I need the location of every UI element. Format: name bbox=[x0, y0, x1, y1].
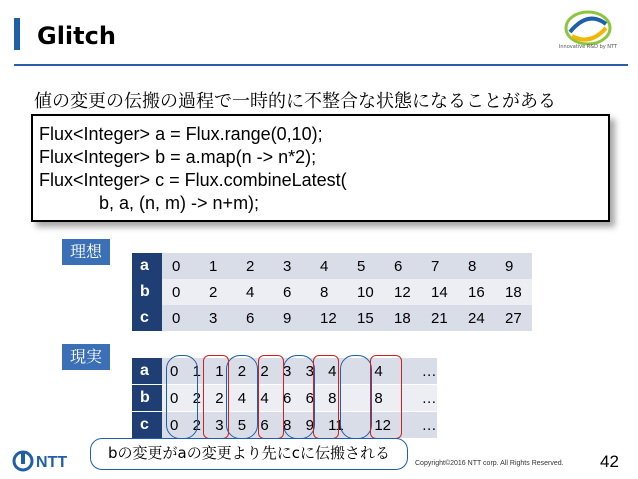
table-row bbox=[132, 305, 532, 331]
glitch-highlight bbox=[203, 355, 229, 439]
table-cell: 0 bbox=[162, 385, 185, 412]
table-cell: 0 bbox=[162, 358, 185, 385]
table-cell: … bbox=[414, 358, 437, 385]
table-cell: 8 bbox=[320, 385, 344, 412]
row-label-a: a bbox=[132, 253, 162, 279]
table-row bbox=[132, 279, 532, 305]
table-cell: 3 bbox=[273, 253, 310, 279]
slide-subtitle: 値の変更の伝搬の過程で一時的に不整合な状態になることがある bbox=[34, 91, 556, 112]
glitch-highlight bbox=[370, 355, 402, 439]
table-cell: … bbox=[414, 385, 437, 412]
table-cell: 24 bbox=[458, 305, 495, 331]
table-cell: 6 bbox=[273, 279, 310, 305]
table-cell: 8 bbox=[275, 412, 298, 439]
table-cell: 16 bbox=[458, 279, 495, 305]
table-cell: 6 bbox=[298, 385, 321, 412]
footer-logo-text: NTT bbox=[36, 454, 68, 471]
table-cell: 10 bbox=[347, 279, 384, 305]
table-cell: 4 bbox=[320, 358, 344, 385]
propagation-oval bbox=[283, 355, 315, 439]
table-cell: 2 bbox=[185, 412, 208, 439]
ideal-badge: 理想 bbox=[62, 239, 110, 265]
copyright-text: Copyright©2016 NTT corp. All Rights Reserved. bbox=[415, 460, 564, 467]
page-number: 42 bbox=[600, 452, 619, 471]
logo-caption: Innovative R&D by NTT bbox=[558, 44, 618, 50]
table-cell: 7 bbox=[421, 253, 458, 279]
propagation-oval bbox=[340, 355, 372, 439]
table-cell: 4 bbox=[236, 279, 273, 305]
table-cell: 2 bbox=[207, 385, 230, 412]
ideal-table bbox=[132, 253, 532, 331]
row-label-b: b bbox=[132, 385, 162, 412]
ntt-footer-logo bbox=[12, 450, 98, 472]
ntt-rd-logo bbox=[548, 6, 628, 64]
table-cell: 6 bbox=[275, 385, 298, 412]
table-cell: 2 bbox=[185, 385, 208, 412]
code-line: b, a, (n, m) -> n+m); bbox=[39, 193, 260, 213]
table-cell: 5 bbox=[347, 253, 384, 279]
table-cell: 2 bbox=[199, 279, 236, 305]
table-row bbox=[132, 253, 532, 279]
table-cell: 12 bbox=[366, 412, 391, 439]
table-cell: 15 bbox=[347, 305, 384, 331]
table-cell: 18 bbox=[384, 305, 421, 331]
table-cell: 12 bbox=[384, 279, 421, 305]
table-cell: 5 bbox=[230, 412, 253, 439]
table-cell: 4 bbox=[252, 385, 275, 412]
row-label-c: c bbox=[132, 412, 162, 439]
table-cell: 3 bbox=[199, 305, 236, 331]
table-cell: 3 bbox=[275, 358, 298, 385]
table-cell: 4 bbox=[310, 253, 347, 279]
table-cell: 0 bbox=[162, 305, 199, 331]
code-line: Flux<Integer> a = Flux.range(0,10); bbox=[39, 124, 323, 144]
table-cell: 18 bbox=[495, 279, 532, 305]
table-cell: 14 bbox=[421, 279, 458, 305]
table-cell: 12 bbox=[310, 305, 347, 331]
glitch-highlight bbox=[258, 355, 284, 439]
table-cell: 1 bbox=[207, 358, 230, 385]
row-label-c: c bbox=[132, 305, 162, 331]
propagation-oval bbox=[166, 355, 198, 439]
table-cell: 8 bbox=[458, 253, 495, 279]
title-accent-bar bbox=[14, 18, 20, 50]
callout-note: bの変更がaの変更より先にcに伝搬される bbox=[90, 438, 408, 470]
table-cell: 4 bbox=[230, 385, 253, 412]
table-cell: 6 bbox=[252, 412, 275, 439]
table-cell: 2 bbox=[236, 253, 273, 279]
code-block bbox=[31, 114, 610, 222]
table-cell: 21 bbox=[421, 305, 458, 331]
table-cell: 1 bbox=[199, 253, 236, 279]
glitch-highlight bbox=[313, 355, 339, 439]
code-line: Flux<Integer> c = Flux.combineLatest( bbox=[39, 170, 347, 190]
table-cell: 3 bbox=[298, 358, 321, 385]
table-cell: 9 bbox=[273, 305, 310, 331]
table-cell: 9 bbox=[298, 412, 321, 439]
table-cell: 0 bbox=[162, 412, 185, 439]
table-cell: 11 bbox=[320, 412, 344, 439]
row-label-a: a bbox=[132, 358, 162, 385]
propagation-oval bbox=[226, 355, 258, 439]
table-cell: 8 bbox=[366, 385, 391, 412]
row-label-b: b bbox=[132, 279, 162, 305]
code-line: Flux<Integer> b = a.map(n -> n*2); bbox=[39, 147, 317, 167]
actual-badge: 現実 bbox=[62, 344, 110, 370]
table-cell: 27 bbox=[495, 305, 532, 331]
table-cell: 6 bbox=[384, 253, 421, 279]
table-cell: 8 bbox=[310, 279, 347, 305]
slide-title: Glitch bbox=[37, 22, 116, 50]
table-cell: 4 bbox=[366, 358, 391, 385]
table-cell: 0 bbox=[162, 279, 199, 305]
table-cell: 3 bbox=[207, 412, 230, 439]
header-divider bbox=[14, 64, 628, 66]
table-cell: 1 bbox=[185, 358, 208, 385]
table-cell: 0 bbox=[162, 253, 199, 279]
table-cell: … bbox=[414, 412, 437, 439]
table-cell: 6 bbox=[236, 305, 273, 331]
table-cell: 2 bbox=[230, 358, 253, 385]
table-cell: 9 bbox=[495, 253, 532, 279]
table-cell: 2 bbox=[252, 358, 275, 385]
